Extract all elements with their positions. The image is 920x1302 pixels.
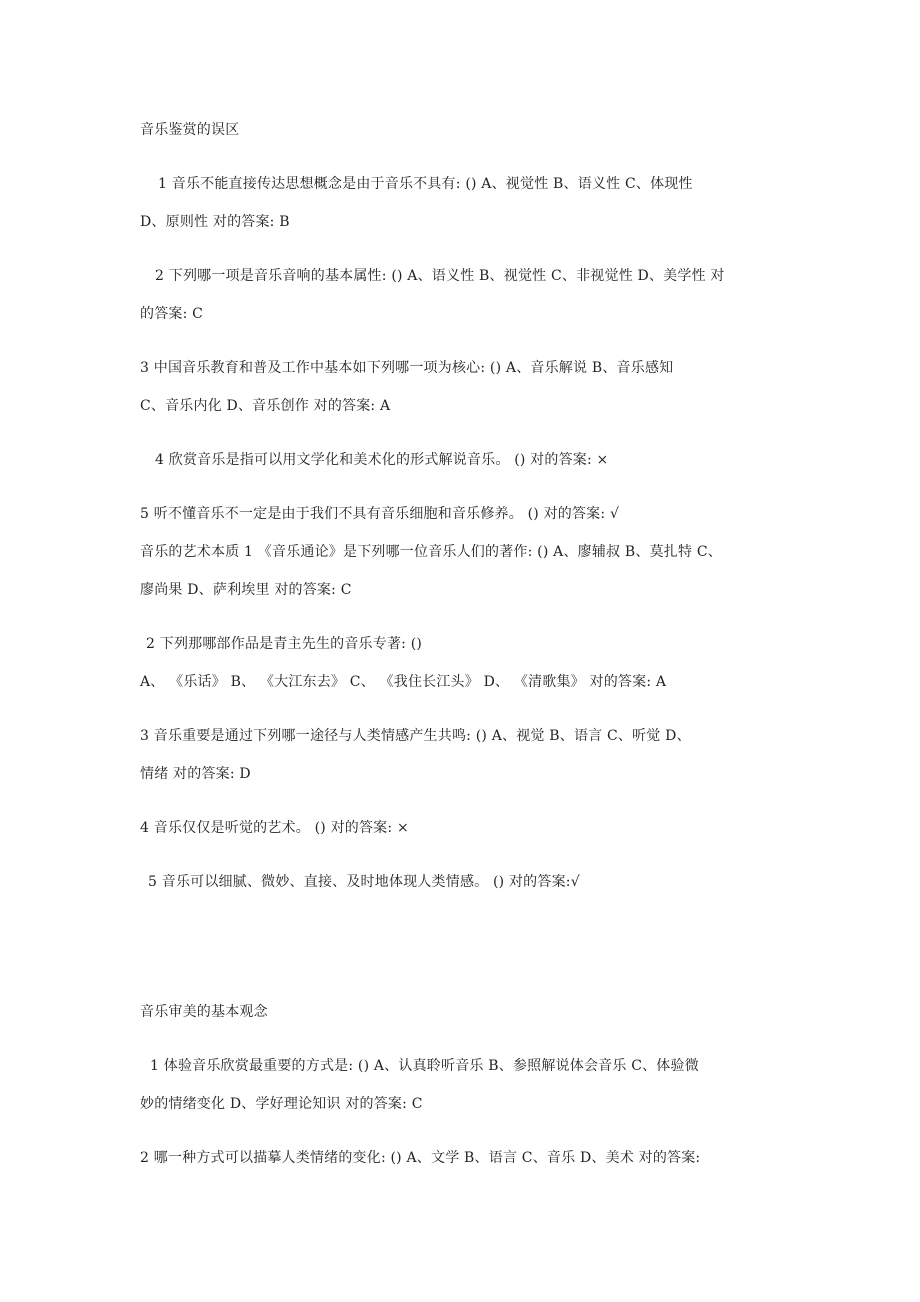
section-3-question-2: 2 哪一种方式可以描摹人类情绪的变化: () A、文学 B、语言 C、音乐 D、美术 对的答案:	[140, 1150, 701, 1166]
section-2-question-3-line-2: 情绪 对的答案: D	[140, 766, 251, 782]
section-3-question-1-line-2: 妙的情绪变化 D、学好理论知识 对的答案: C	[140, 1096, 423, 1112]
question-1-3-line-2: C、音乐内化 D、音乐创作 对的答案: A	[140, 398, 391, 414]
section-2-question-1-line-2: 廖尚果 D、萨利埃里 对的答案: C	[140, 582, 352, 598]
question-1-1-line-2: D、原则性 对的答案: B	[140, 214, 290, 230]
section-2-question-5: 5 音乐可以细腻、微妙、直接、及时地体现人类情感。 () 对的答案:√	[148, 874, 580, 890]
question-1-4: 4 欣赏音乐是指可以用文学化和美术化的形式解说音乐。 () 对的答案: ×	[155, 452, 609, 468]
section-2-question-3-line-1: 3 音乐重要是通过下列哪一途径与人类情感产生共鸣: () A、视觉 B、语言 C、听觉 D、	[140, 728, 691, 744]
question-1-5: 5 听不懂音乐不一定是由于我们不具有音乐细胞和音乐修养。 () 对的答案: √	[140, 506, 620, 522]
question-1-2-line-2: 的答案: C	[140, 306, 204, 322]
section-1-title: 音乐鉴赏的误区	[140, 122, 240, 138]
section-2-question-4: 4 音乐仅仅是听觉的艺术。 () 对的答案: ×	[140, 820, 409, 836]
question-1-3-line-1: 3 中国音乐教育和普及工作中基本如下列哪一项为核心: () A、音乐解说 B、音乐感知	[140, 360, 674, 376]
section-3-question-1-line-1: 1 体验音乐欣赏最重要的方式是: () A、认真聆听音乐 B、参照解说体会音乐 C、体验微	[150, 1058, 699, 1074]
section-3-title: 音乐审美的基本观念	[140, 1004, 268, 1020]
question-1-1-line-1: 1 音乐不能直接传达思想概念是由于音乐不具有: () A、视觉性 B、语义性 C、体现性	[158, 176, 693, 192]
question-1-2-line-1: 2 下列哪一项是音乐音响的基本属性: () A、语义性 B、视觉性 C、非视觉性 D、美学性 对	[155, 268, 725, 284]
section-2-question-2-line-2: A、 《乐话》 B、 《大江东去》 C、 《我住长江头》 D、 《清歌集》 对的答案: A	[140, 674, 667, 690]
section-2-question-1-line-1: 音乐的艺术本质 1 《音乐通论》是下列哪一位音乐人们的著作: () A、廖辅叔 B、莫扎特 C、	[140, 544, 722, 560]
section-2-question-2-line-1: 2 下列那哪部作品是青主先生的音乐专著: ()	[146, 636, 423, 652]
